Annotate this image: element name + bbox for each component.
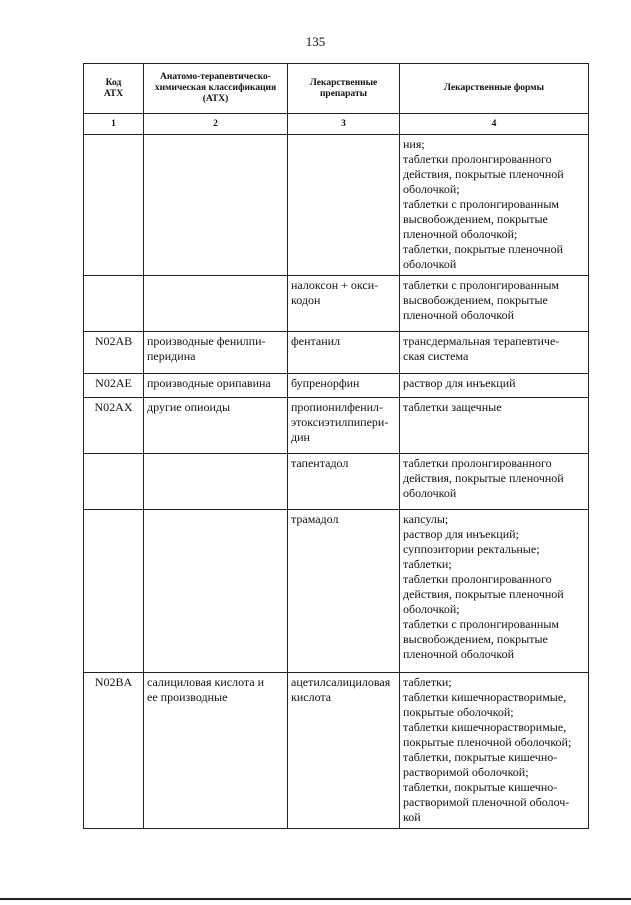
table-row — [84, 454, 589, 510]
table-header-row — [84, 64, 589, 114]
page-bottom-edge — [0, 898, 631, 900]
atx-code-cell — [84, 135, 144, 276]
classification-cell: другие опиоиды — [144, 398, 288, 454]
drug-cell: пропионилфенил- этоксиэтилпипери- дин — [288, 398, 400, 454]
table-row — [84, 374, 589, 398]
atx-code-cell: N02AE — [84, 374, 144, 398]
table-row — [84, 510, 589, 673]
table-row — [84, 276, 589, 332]
atx-code-cell: N02BA — [84, 673, 144, 829]
classification-cell — [144, 276, 288, 332]
column-number: 1 — [84, 114, 144, 135]
atx-code-cell: N02AB — [84, 332, 144, 374]
table-row — [84, 398, 589, 454]
column-number-row — [84, 114, 589, 135]
classification-cell — [144, 135, 288, 276]
dosage-forms-cell: таблетки; таблетки кишечнорастворимые, покрытые оболочкой; таблетки кишечнорастворимые, покрытые пленочной оболочкой; таблетки, покрытые кишечно- растворимой оболочкой; таблетки, покрытые кишечно- растворимой пленочной оболоч- кой — [400, 673, 589, 829]
drug-cell: трамадол — [288, 510, 400, 673]
atx-drug-table — [83, 63, 589, 829]
column-number: 4 — [400, 114, 589, 135]
dosage-forms-cell: таблетки с пролонгированным высвобождением, покрытые пленочной оболочкой — [400, 276, 589, 332]
classification-cell — [144, 510, 288, 673]
column-number: 3 — [288, 114, 400, 135]
drug-cell: налоксон + окси- кодон — [288, 276, 400, 332]
dosage-forms-cell: таблетки пролонгированного действия, покрытые пленочной оболочкой — [400, 454, 589, 510]
atx-code-cell — [84, 510, 144, 673]
atx-code-cell — [84, 276, 144, 332]
table-row — [84, 135, 589, 276]
classification-cell: производные фенилпи- перидина — [144, 332, 288, 374]
classification-cell: салициловая кислота и ее производные — [144, 673, 288, 829]
dosage-forms-cell: раствор для инъекций — [400, 374, 589, 398]
drug-cell — [288, 135, 400, 276]
drug-cell: тапентадол — [288, 454, 400, 510]
drug-cell: ацетилсалициловая кислота — [288, 673, 400, 829]
header-atx-classification: Анатомо-терапевтическо- химическая классификация (АТХ) — [144, 64, 288, 114]
dosage-forms-cell: таблетки защечные — [400, 398, 589, 454]
header-atx-code: Код АТХ — [84, 64, 144, 114]
table-row — [84, 673, 589, 829]
atx-code-cell: N02AX — [84, 398, 144, 454]
classification-cell: производные орипавина — [144, 374, 288, 398]
dosage-forms-cell: капсулы; раствор для инъекций; суппозитории ректальные; таблетки; таблетки пролонгированного действия, покрытые пленочной оболочкой; таблетки с пролонгированным высвобождением, покрытые пленочной оболочкой — [400, 510, 589, 673]
column-number: 2 — [144, 114, 288, 135]
classification-cell — [144, 454, 288, 510]
table-row — [84, 332, 589, 374]
atx-code-cell — [84, 454, 144, 510]
drug-cell: фентанил — [288, 332, 400, 374]
header-dosage-forms: Лекарственные формы — [400, 64, 589, 114]
dosage-forms-cell: ния; таблетки пролонгированного действия, покрытые пленочной оболочкой; таблетки с пролонгированным высвобождением, покрытые пленочной оболочкой; таблетки, покрытые пленочной оболочкой — [400, 135, 589, 276]
drug-cell: бупренорфин — [288, 374, 400, 398]
page-number: 135 — [305, 34, 326, 49]
dosage-forms-cell: трансдермальная терапевтиче- ская система — [400, 332, 589, 374]
header-drugs: Лекарственные препараты — [288, 64, 400, 114]
